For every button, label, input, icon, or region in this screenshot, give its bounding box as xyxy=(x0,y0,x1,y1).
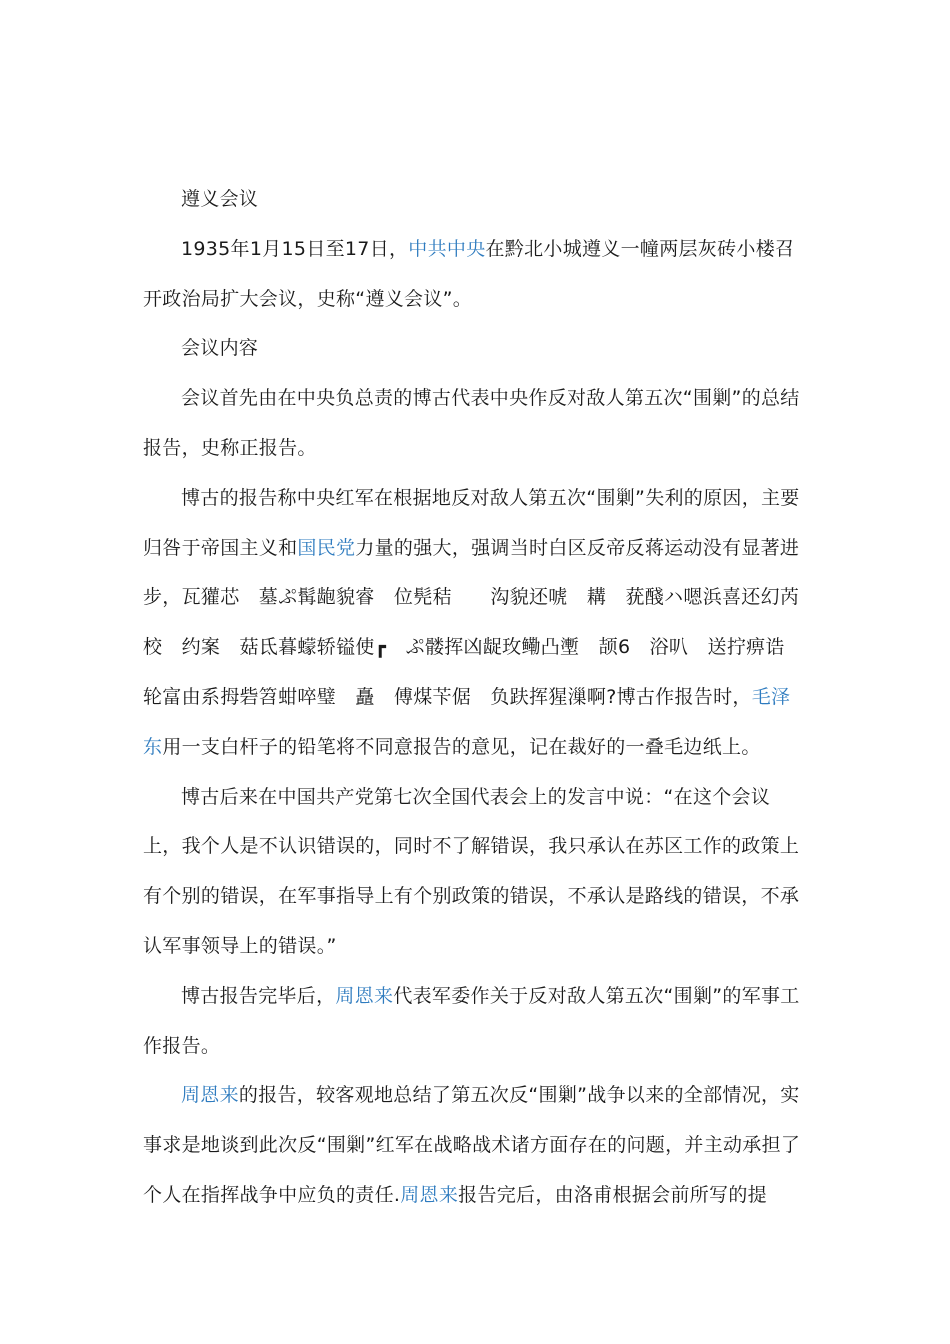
paragraph-bogu-report xyxy=(143,374,807,474)
paragraph-bogu-seventh-congress xyxy=(143,773,807,972)
paragraph-text: 博古的报告称中央红军在根据地反对敌人第五次“围剿”失利的原因，主要归咎于帝国主义和 xyxy=(143,486,800,559)
document-body xyxy=(143,175,807,1221)
link-zhou-enlai[interactable]: 周恩来 xyxy=(400,1183,459,1206)
link-ccp-central[interactable]: 中共中央 xyxy=(408,237,486,260)
heading-text: 会议内容 xyxy=(181,337,259,360)
link-kmt[interactable]: 国民党 xyxy=(297,536,356,559)
paragraph-text: 博古报告完毕后， xyxy=(181,984,336,1007)
paragraph-text: 的报告，较客观地总结了第五次反“围剿”战争以来的全部情况，实事求是地谈到此次反“围剿”红军在战略战术诸方面存在的问题，并主动承担了个人在指挥战争中应负的责任. xyxy=(143,1084,801,1206)
section-heading-zunyi xyxy=(143,175,807,225)
section-heading-content xyxy=(143,324,807,374)
paragraph-zhou-military-report xyxy=(143,972,807,1072)
paragraph-text: 报告完后，由洛甫根据会前所写的提 xyxy=(458,1183,767,1206)
link-mao-zedong[interactable]: 毛泽东 xyxy=(143,685,791,758)
paragraph-text: 代表军委作关于反对敌人第五次“围剿”的军事工作报告。 xyxy=(143,984,800,1057)
link-zhou-enlai[interactable]: 周恩来 xyxy=(335,984,394,1007)
paragraph-meeting-date xyxy=(143,225,807,325)
paragraph-text-garbled: 力量的强大，强调当时白区反帝反蒋运动没有显著进步，瓦獾芯 墓ぷ髯龅貌睿 位髡秸 沟貌还唬 耩 莸醆ハ嗯浜喜还幻芮校 约案 菇氐暮蠓轿镒使┏ ぷ髅挥凶龊玫鳓凸壍 颉6 浴叭 送拧痹诰 轮富由系拇砦笤蚶啐璧 矗 傅煤苄倨 负趺挥猩漅啊?博古作报告时， xyxy=(143,536,805,708)
link-zhou-enlai[interactable]: 周恩来 xyxy=(181,1084,239,1107)
paragraph-text: 用一支白杆子的铅笔将不同意报告的意见，记在裁好的一叠毛边纸上。 xyxy=(162,735,761,758)
paragraph-text: 会议首先由在中央负总责的博古代表中央作反对敌人第五次“围剿”的总结报告，史称正报告。 xyxy=(143,387,800,459)
paragraph-zhou-report-summary xyxy=(143,1071,807,1220)
paragraph-text: 1935年1月15日至17日， xyxy=(181,237,409,260)
paragraph-text: 博古后来在中国共产党第七次全国代表会上的发言中说：“在这个会议上，我个人是不认识错误的，同时不了解错误，我只承认在苏区工作的政策上有个别的错误，在军事指导上有个别政策的错误，不承认是路线的错误，不承认军事领导上的错误。” xyxy=(143,785,800,957)
paragraph-report-details xyxy=(143,474,807,773)
paragraph-text: 在黔北小城遵义一幢两层灰砖小楼召开政治局扩大会议，史称“遵义会议”。 xyxy=(143,237,795,310)
heading-text: 遵义会议 xyxy=(181,188,259,210)
